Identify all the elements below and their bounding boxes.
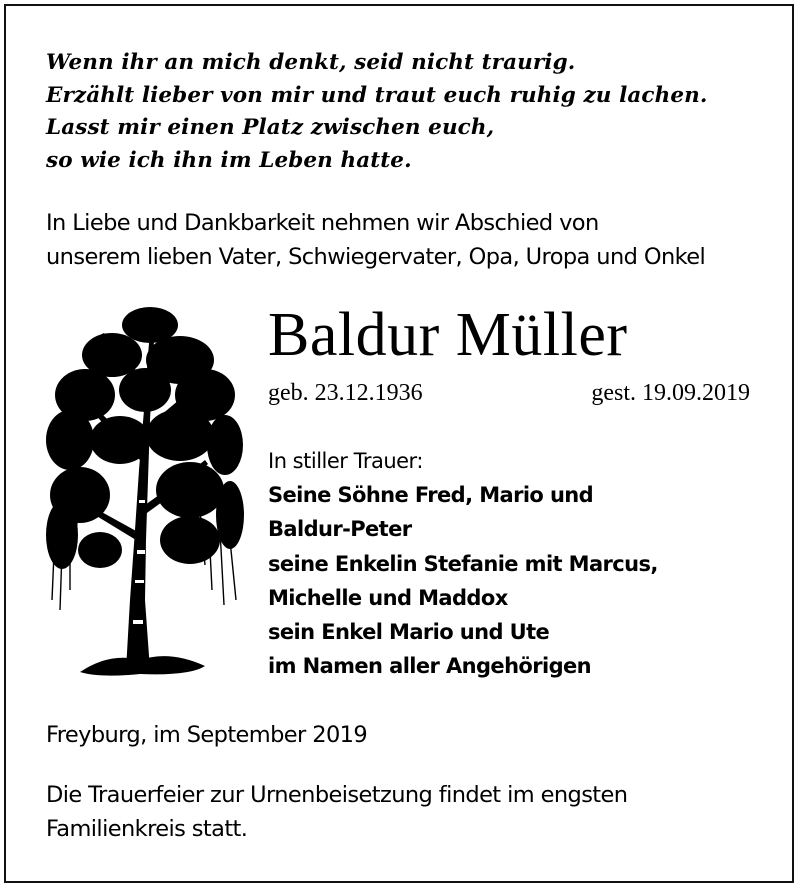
mourning-lead: In stiller Trauer: <box>268 449 423 473</box>
notice-line: Familienkreis statt. <box>46 816 248 842</box>
mourner-line: sein Enkel Mario und Ute <box>268 620 550 645</box>
mourner-line: Baldur-Peter <box>268 517 412 542</box>
mourner-line: seine Enkelin Stefanie mit Marcus, <box>268 551 658 576</box>
life-dates <box>268 375 750 411</box>
intro-line: unserem lieben Vater, Schwiegervater, Opa, Uropa und Onkel <box>46 244 706 270</box>
intro-line: In Liebe und Dankbarkeit nehmen wir Abschied von <box>46 210 599 236</box>
mourners-block <box>268 444 768 683</box>
poem-line: so wie ich ihn im Leben hatte. <box>46 147 412 173</box>
mourner-line: Seine Söhne Fred, Mario und <box>268 483 594 508</box>
poem-line: Lasst mir einen Platz zwischen euch, <box>46 115 495 140</box>
poem-line: Wenn ihr an mich denkt, seid nicht traurig. <box>46 50 576 75</box>
place-date: Freyburg, im September 2019 <box>46 722 368 748</box>
birth-date: geb. 23.12.1936 <box>268 380 423 406</box>
mourner-line: im Namen aller Angehörigen <box>268 654 592 679</box>
ceremony-notice <box>46 778 766 846</box>
notice-line: Die Trauerfeier zur Urnenbeisetzung findet im engsten <box>46 782 628 808</box>
intro-text <box>46 206 766 274</box>
poem <box>46 47 766 177</box>
poem-line: Erzählt lieber von mir und traut euch ruhig zu lachen. <box>46 82 708 108</box>
deceased-name: Baldur Müller <box>268 301 628 369</box>
mourner-line: Michelle und Maddox <box>268 585 508 610</box>
death-date: gest. 19.09.2019 <box>591 380 750 406</box>
birch-tree-icon <box>40 300 245 685</box>
